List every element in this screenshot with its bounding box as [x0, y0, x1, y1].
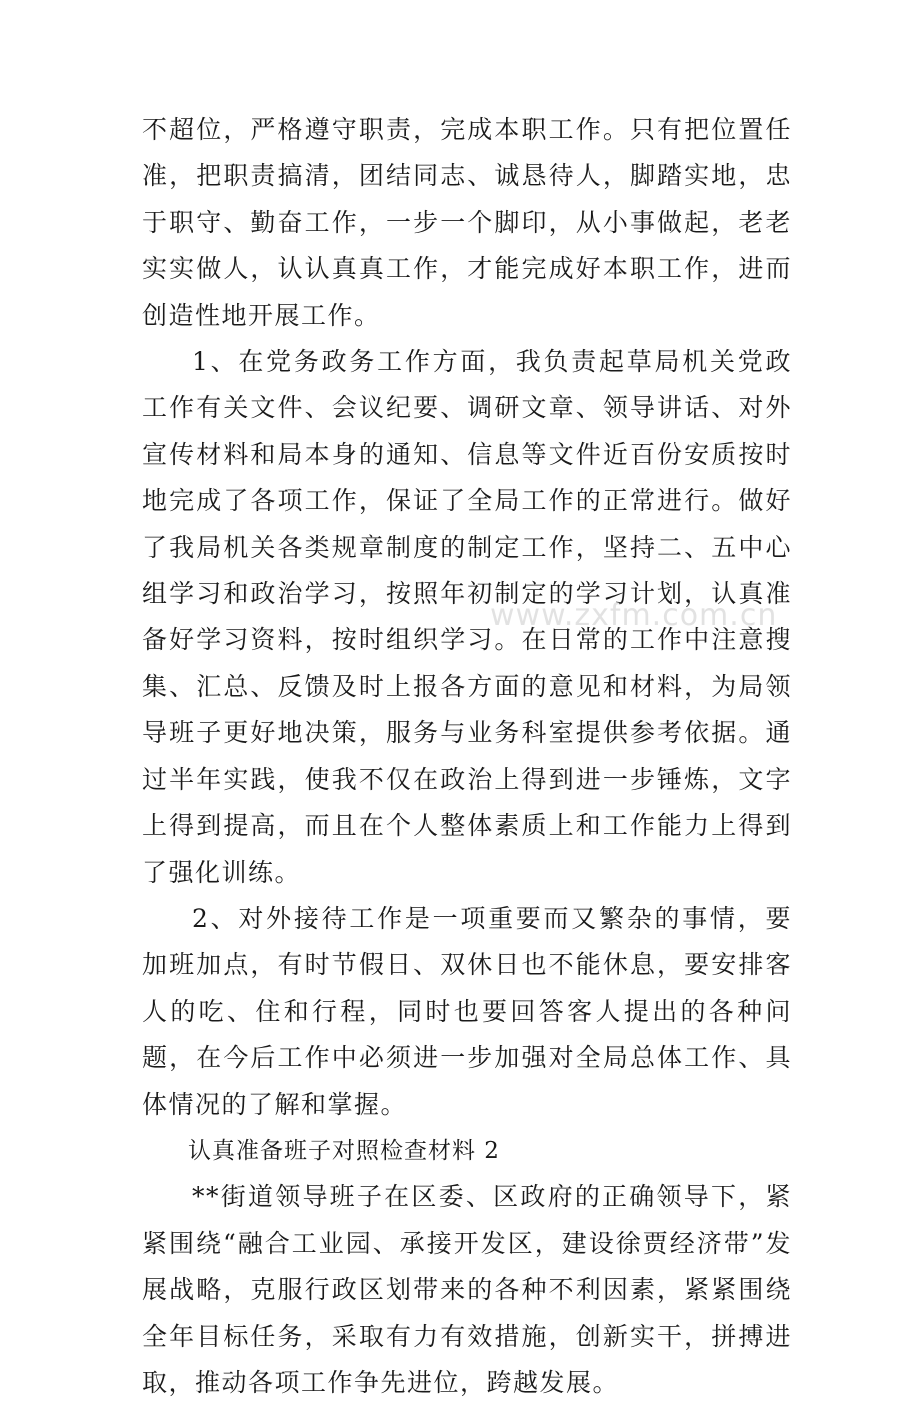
- section-heading: 认真准备班子对照检查材料 2: [188, 1137, 500, 1164]
- paragraph-item-1: 1、在党务政务工作方面，我负责起草局机关党政工作有关文件、会议纪要、调研文章、领导讲话、对外宣传材料和局本身的通知、信息等文件近百份安质按时地完成了各项工作，保证了全局工作的正常进行。做好了我局机关各类规章制度的制定工作，坚持二、五中心组学习和政治学习，按照年初制定的学习计划，认真准备好学习资料，按时组织学习。在日常的工作中注意搜集、汇总、反馈及时上报各方面的意见和材料，为局领导班子更好地决策，服务与业务科室提供参考依据。通过半年实践，使我不仅在政治上得到进一步锤炼，文字上得到提高，而且在个人整体素质上和工作能力上得到了强化训练。: [142, 347, 792, 887]
- paragraph-intro: **街道领导班子在区委、区政府的正确领导下，紧紧围绕“融合工业园、承接开发区，建设徐贾经济带”发展战略，克服行政区划带来的各种不利因素，紧紧围绕全年目标任务，采取有力有效措施，创新实干，拼搏进取，推动各项工作争先进位，跨越发展。: [142, 1182, 792, 1397]
- watermark-text: www.zxfm.com.cn: [490, 598, 778, 633]
- document-body: [142, 107, 792, 1406]
- paragraph-continuation: 不超位，严格遵守职责，完成本职工作。只有把位置任准，把职责搞清，团结同志、诚恳待人，脚踏实地，忠于职守、勤奋工作，一步一个脚印，从小事做起，老老实实做人，认认真真工作，才能完成好本职工作，进而创造性地开展工作。: [142, 115, 792, 330]
- paragraph-item-2: 2、对外接待工作是一项重要而又繁杂的事情，要加班加点，有时节假日、双休日也不能休息，要安排客人的吃、住和行程，同时也要回答客人提出的各种问题，在今后工作中必须进一步加强对全局总体工作、具体情况的了解和掌握。: [142, 903, 792, 1119]
